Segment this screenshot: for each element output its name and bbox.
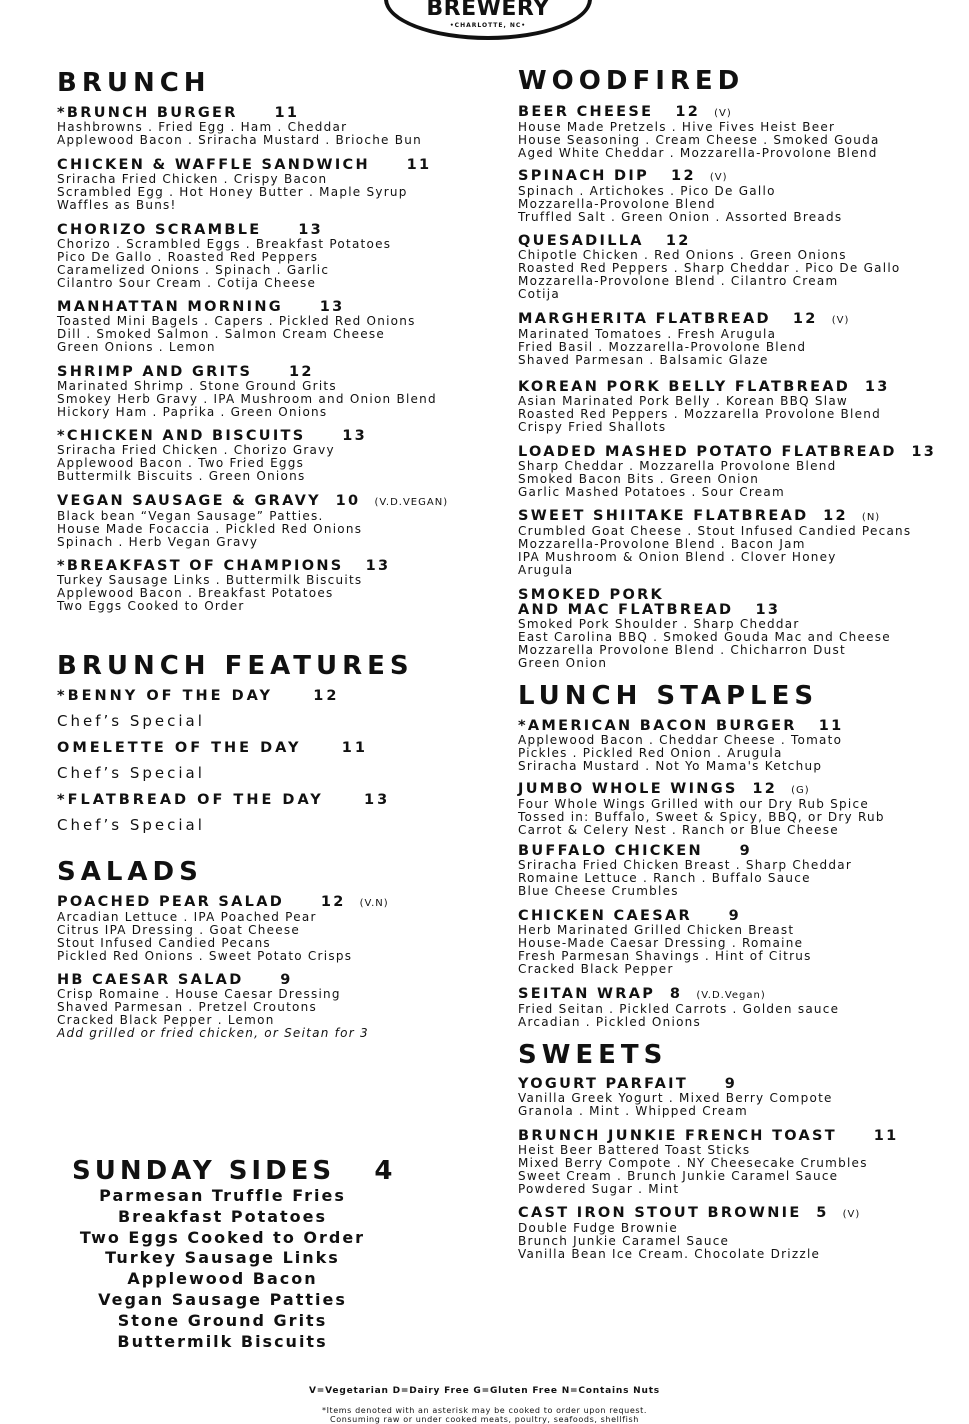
menu-item-description: Chorizo . Scrambled Eggs . Breakfast Potatoes bbox=[57, 237, 392, 251]
menu-item-description: Black bean “Vegan Sausage” Patties. bbox=[57, 509, 324, 523]
menu-item bbox=[57, 494, 517, 549]
menu-item-description: East Carolina BBQ . Smoked Gouda Mac and Cheese bbox=[518, 630, 891, 644]
logo-city: •CHARLOTTE, NC• bbox=[449, 22, 527, 29]
menu-item-name bbox=[518, 509, 969, 525]
menu-item-description: Chipotle Chicken . Red Onions . Green Onions bbox=[518, 248, 847, 262]
menu-item-description: Asian Marinated Pork Belly . Korean BBQ Slaw bbox=[518, 394, 848, 408]
side-item: Vegan Sausage Patties bbox=[98, 1289, 347, 1309]
menu-item-name bbox=[57, 973, 517, 988]
menu-item-name bbox=[57, 158, 517, 173]
feature-name: *FLATBREAD OF THE DAY 13 bbox=[57, 792, 391, 808]
section-title-lunch-staples: LUNCH STAPLES bbox=[518, 681, 819, 711]
menu-item-description: Truffled Salt . Green Onion . Assorted Breads bbox=[518, 210, 843, 224]
menu-item-description: Pickled Red Onions . Sweet Potato Crisps bbox=[57, 949, 353, 963]
menu-item-title: LOADED MASHED POTATO FLATBREAD 13 bbox=[518, 444, 937, 460]
brewery-logo bbox=[384, 0, 592, 40]
feature-name: OMELETTE OF THE DAY 11 bbox=[57, 740, 368, 756]
feature-description: Chef’s Special bbox=[57, 816, 205, 834]
dietary-tag: (G) bbox=[791, 785, 810, 796]
menu-item-description: Scrambled Egg . Hot Honey Butter . Maple Syrup bbox=[57, 185, 408, 199]
menu-item-description: Spinach . Herb Vegan Gravy bbox=[57, 535, 259, 549]
menu-item-description: Applewood Bacon . Cheddar Cheese . Tomato bbox=[518, 733, 843, 747]
menu-item bbox=[57, 158, 517, 212]
menu-item-name bbox=[518, 234, 969, 249]
menu-item bbox=[518, 312, 969, 367]
menu-item bbox=[518, 169, 969, 224]
menu-item-name bbox=[57, 429, 517, 444]
menu-item-description: Powdered Sugar . Mint bbox=[518, 1182, 680, 1196]
sunday-sides-list bbox=[65, 1186, 380, 1352]
menu-item-name bbox=[518, 782, 969, 798]
menu-item bbox=[518, 909, 969, 976]
menu-item-title: BEER CHEESE 12 bbox=[518, 104, 701, 120]
menu-item-description: Cracked Black Pepper . Lemon bbox=[57, 1013, 275, 1027]
side-item: Turkey Sausage Links bbox=[105, 1248, 340, 1268]
dietary-tag: (V) bbox=[831, 315, 850, 326]
side-item: Applewood Bacon bbox=[127, 1269, 318, 1289]
menu-item-title: *AMERICAN BACON BURGER 11 bbox=[518, 718, 844, 734]
menu-item-title: CHICKEN CAESAR 9 bbox=[518, 908, 742, 924]
sunday-sides-title: SUNDAY SIDES 4 bbox=[72, 1156, 397, 1186]
menu-item-description: Arcadian . Pickled Onions bbox=[518, 1015, 702, 1029]
menu-item-name bbox=[518, 1129, 969, 1144]
dietary-tag: (V) bbox=[714, 108, 732, 119]
menu-item-description: Green Onions . Lemon bbox=[57, 340, 216, 354]
section-title-brunch-features: BRUNCH FEATURES bbox=[57, 651, 414, 681]
menu-item-name bbox=[57, 895, 517, 911]
menu-item-description: Toasted Mini Bagels . Capers . Pickled Red Onions bbox=[57, 314, 416, 328]
menu-item-description: Dill . Smoked Salmon . Salmon Cream Cheese bbox=[57, 327, 385, 341]
menu-item bbox=[518, 1129, 969, 1196]
menu-item bbox=[518, 105, 969, 160]
menu-item-description: Mozzarella-Provolone Blend . Bacon Jam bbox=[518, 537, 806, 551]
menu-item-title: QUESADILLA 12 bbox=[518, 233, 691, 249]
dietary-tag: (N) bbox=[861, 512, 881, 523]
menu-item bbox=[518, 1206, 969, 1261]
menu-item-description: Marinated Shrimp . Stone Ground Grits bbox=[57, 379, 337, 393]
menu-item-description: Waffles as Buns! bbox=[57, 198, 177, 212]
menu-item-name bbox=[518, 987, 969, 1003]
menu-item-description: Hashbrowns . Fried Egg . Ham . Cheddar bbox=[57, 120, 348, 134]
menu-item-name bbox=[518, 169, 969, 185]
menu-item-name bbox=[57, 559, 517, 574]
menu-item-description: Garlic Mashed Potatoes . Sour Cream bbox=[518, 485, 785, 499]
feature-description: Chef’s Special bbox=[57, 764, 205, 782]
menu-item-description: Mozzarella Provolone Blend . Chicharron Dust bbox=[518, 643, 846, 657]
menu-item-name bbox=[57, 300, 517, 315]
side-item: Breakfast Potatoes bbox=[117, 1206, 328, 1226]
menu-item-description: Cotija bbox=[518, 287, 560, 301]
menu-item-name bbox=[57, 223, 517, 238]
menu-item-title: JUMBO WHOLE WINGS 12 bbox=[518, 781, 778, 797]
menu-item-description: Pickles . Pickled Red Onion . Arugula bbox=[518, 746, 783, 760]
menu-item-title: SWEET SHIITAKE FLATBREAD 12 bbox=[518, 508, 848, 524]
menu-item bbox=[518, 380, 969, 434]
menu-item-description: Tossed in: Buffalo, Sweet & Spicy, BBQ, or Dry Rub bbox=[518, 810, 885, 824]
dietary-tag: (V) bbox=[842, 1209, 861, 1220]
disclaimer-line: Consuming raw or under cooked meats, poultry, seafoods, shellfish bbox=[330, 1415, 639, 1424]
menu-item-description: Buttermilk Biscuits . Green Onions bbox=[57, 469, 306, 483]
menu-item bbox=[518, 588, 969, 670]
menu-item-name bbox=[518, 1206, 969, 1222]
menu-item bbox=[57, 559, 517, 613]
menu-item-title: POACHED PEAR SALAD 12 bbox=[57, 894, 346, 910]
section-title-brunch: BRUNCH bbox=[57, 68, 211, 98]
menu-item-title: BRUNCH JUNKIE FRENCH TOAST 11 bbox=[518, 1128, 899, 1144]
menu-item bbox=[57, 973, 517, 1040]
menu-item bbox=[518, 782, 969, 837]
menu-item-name bbox=[518, 909, 969, 924]
section-title-woodfired: WOODFIRED bbox=[518, 66, 745, 96]
menu-item bbox=[518, 719, 969, 773]
menu-item-description: Fried Basil . Mozzarella-Provolone Blend bbox=[518, 340, 807, 354]
menu-item-title: VEGAN SAUSAGE & GRAVY 10 bbox=[57, 493, 361, 509]
menu-item-description: Caramelized Onions . Spinach . Garlic bbox=[57, 263, 330, 277]
menu-item-name bbox=[518, 380, 969, 395]
menu-item bbox=[57, 300, 517, 354]
menu-item-description: Vanilla Bean Ice Cream. Chocolate Drizzle bbox=[518, 1247, 821, 1261]
side-item: Two Eggs Cooked to Order bbox=[79, 1227, 366, 1247]
menu-item-description: Crispy Fried Shallots bbox=[518, 420, 667, 434]
menu-item-title: CHICKEN & WAFFLE SANDWICH 11 bbox=[57, 157, 432, 173]
dietary-tag: (V) bbox=[709, 172, 728, 183]
dietary-tag: (V.D.VEGAN) bbox=[374, 497, 449, 508]
menu-item-description: Sharp Cheddar . Mozzarella Provolone Blend bbox=[518, 459, 837, 473]
menu-item-description: Turkey Sausage Links . Buttermilk Biscuits bbox=[57, 573, 363, 587]
menu-item-description: Applewood Bacon . Breakfast Potatoes bbox=[57, 586, 334, 600]
menu-item-description: Sriracha Fried Chicken . Chorizo Gravy bbox=[57, 443, 335, 457]
menu-item bbox=[57, 223, 517, 290]
menu-item-name bbox=[518, 588, 969, 618]
menu-item-title: BUFFALO CHICKEN 9 bbox=[518, 843, 753, 859]
menu-item-description: Mixed Berry Compote . NY Cheesecake Crumbles bbox=[518, 1156, 868, 1170]
menu-item-description: Spinach . Artichokes . Pico De Gallo bbox=[518, 184, 776, 198]
menu-item-description: Mozzarella-Provolone Blend bbox=[518, 197, 716, 211]
menu-item-name bbox=[57, 494, 517, 510]
menu-item-title: SEITAN WRAP 8 bbox=[518, 986, 683, 1002]
menu-item bbox=[57, 895, 517, 963]
menu-item bbox=[518, 445, 969, 499]
menu-item-title: SPINACH DIP 12 bbox=[518, 168, 696, 184]
menu-item-description: Cracked Black Pepper bbox=[518, 962, 674, 976]
menu-item-title: KOREAN PORK BELLY FLATBREAD 13 bbox=[518, 379, 890, 395]
menu-item-name bbox=[518, 719, 969, 734]
menu-item bbox=[57, 365, 517, 419]
menu-item-description: Two Eggs Cooked to Order bbox=[57, 599, 245, 613]
section-title-salads: SALADS bbox=[57, 857, 203, 887]
menu-item-name bbox=[518, 844, 969, 859]
menu-item-title: *BRUNCH BURGER 11 bbox=[57, 105, 300, 121]
menu-item-title: SMOKED PORK AND MAC FLATBREAD 13 bbox=[518, 587, 781, 618]
menu-item-description: Carrot & Celery Nest . Ranch or Blue Cheese bbox=[518, 823, 839, 837]
menu-item bbox=[518, 1077, 969, 1118]
menu-item-description: House Made Focaccia . Pickled Red Onions bbox=[57, 522, 363, 536]
menu-item-description: Sriracha Fried Chicken . Crispy Bacon bbox=[57, 172, 328, 186]
dietary-tag: (V.D.Vegan) bbox=[696, 990, 766, 1001]
menu-item-title: MANHATTAN MORNING 13 bbox=[57, 299, 345, 315]
side-item: Parmesan Truffle Fries bbox=[99, 1186, 346, 1205]
menu-item-description: Heist Beer Battered Toast Sticks bbox=[518, 1143, 751, 1157]
menu-item-title: MARGHERITA FLATBREAD 12 bbox=[518, 311, 818, 327]
menu-item bbox=[57, 106, 517, 147]
menu-item-description: Marinated Tomatoes . Fresh Arugula bbox=[518, 327, 777, 341]
feature-name: *BENNY OF THE DAY 12 bbox=[57, 688, 340, 704]
menu-item bbox=[518, 509, 969, 577]
menu-item-description: Applewood Bacon . Two Fried Eggs bbox=[57, 456, 305, 470]
menu-item-description: Hickory Ham . Paprika . Green Onions bbox=[57, 405, 328, 419]
menu-item-description: Smoked Bacon Bits . Green Onion bbox=[518, 472, 760, 486]
menu-item-description: Sriracha Fried Chicken Breast . Sharp Cheddar bbox=[518, 858, 853, 872]
menu-item-name bbox=[57, 365, 517, 380]
menu-item-description: IPA Mushroom & Onion Blend . Clover Honey bbox=[518, 550, 837, 564]
menu-item-description: Roasted Red Peppers . Sharp Cheddar . Pico De Gallo bbox=[518, 261, 901, 275]
menu-item-description: Arugula bbox=[518, 563, 574, 577]
menu-item-description: Sweet Cream . Brunch Junkie Caramel Sauce bbox=[518, 1169, 839, 1183]
menu-item bbox=[57, 429, 517, 483]
menu-item-description: Blue Cheese Crumbles bbox=[518, 884, 679, 898]
disclaimer bbox=[0, 1406, 969, 1424]
menu-item-name bbox=[518, 312, 969, 328]
menu-item-title: *CHICKEN AND BISCUITS 13 bbox=[57, 428, 368, 444]
menu-item-description: Romaine Lettuce . Ranch . Buffalo Sauce bbox=[518, 871, 811, 885]
menu-item-description: Aged White Cheddar . Mozzarella-Provolone Blend bbox=[518, 146, 878, 160]
menu-item bbox=[518, 844, 969, 898]
menu-item-description: Crisp Romaine . House Caesar Dressing bbox=[57, 987, 341, 1001]
dietary-tag: (V.N) bbox=[359, 898, 389, 909]
menu-item-name bbox=[518, 445, 969, 460]
menu-item-title: YOGURT PARFAIT 9 bbox=[518, 1076, 738, 1092]
menu-item-name bbox=[57, 106, 517, 121]
menu-item-description: House Seasoning . Cream Cheese . Smoked Gouda bbox=[518, 133, 880, 147]
menu-item-description: Shaved Parmesan . Balsamic Glaze bbox=[518, 353, 769, 367]
menu-item-description: Herb Marinated Grilled Chicken Breast bbox=[518, 923, 795, 937]
menu-item-title: CAST IRON STOUT BROWNIE 5 bbox=[518, 1205, 829, 1221]
section-title-sweets: SWEETS bbox=[518, 1040, 668, 1070]
dietary-legend: V=Vegetarian D=Dairy Free G=Gluten Free N=Contains Nuts bbox=[309, 1386, 660, 1396]
menu-item-note: Add grilled or fried chicken, or Seitan for 3 bbox=[57, 1026, 369, 1040]
menu-item-title: *BREAKFAST OF CHAMPIONS 13 bbox=[57, 558, 391, 574]
logo-name: BREWERY bbox=[426, 0, 550, 21]
menu-item-description: Pico De Gallo . Roasted Red Peppers bbox=[57, 250, 319, 264]
menu-item-description: Stout Infused Candied Pecans bbox=[57, 936, 271, 950]
feature-description: Chef’s Special bbox=[57, 712, 205, 730]
menu-item-description: Crumbled Goat Cheese . Stout Infused Candied Pecans bbox=[518, 524, 912, 538]
menu-item-description: Arcadian Lettuce . IPA Poached Pear bbox=[57, 910, 317, 924]
menu-item-title: SHRIMP AND GRITS 12 bbox=[57, 364, 314, 380]
menu-item-description: Green Onion bbox=[518, 656, 608, 670]
menu-item-title: CHORIZO SCRAMBLE 13 bbox=[57, 222, 323, 238]
menu-item-description: Shaved Parmesan . Pretzel Croutons bbox=[57, 1000, 318, 1014]
disclaimer-line: *Items denoted with an asterisk may be cooked to order upon request. bbox=[321, 1406, 648, 1415]
menu-item-name bbox=[518, 105, 969, 121]
menu-item-description: Brunch Junkie Caramel Sauce bbox=[518, 1234, 730, 1248]
menu-item-description: Sriracha Mustard . Not Yo Mama's Ketchup bbox=[518, 759, 823, 773]
menu-item-description: Smoked Pork Shoulder . Sharp Cheddar bbox=[518, 617, 800, 631]
menu-item-description: House Made Pretzels . Hive Fives Heist Beer bbox=[518, 120, 836, 134]
menu-item-description: Citrus IPA Dressing . Goat Cheese bbox=[57, 923, 300, 937]
menu-item-description: Double Fudge Brownie bbox=[518, 1221, 678, 1235]
menu-item bbox=[518, 987, 969, 1029]
menu-item-description: Roasted Red Peppers . Mozzarella Provolone Blend bbox=[518, 407, 881, 421]
menu-item-description: Granola . Mint . Whipped Cream bbox=[518, 1104, 748, 1118]
side-item: Buttermilk Biscuits bbox=[117, 1331, 328, 1351]
menu-item-description: Four Whole Wings Grilled with our Dry Rub Spice bbox=[518, 797, 869, 811]
menu-item bbox=[518, 234, 969, 301]
menu-item-description: Applewood Bacon . Sriracha Mustard . Brioche Bun bbox=[57, 133, 422, 147]
menu-item-name bbox=[518, 1077, 969, 1092]
menu-item-description: Fried Seitan . Pickled Carrots . Golden sauce bbox=[518, 1002, 840, 1016]
menu-item-description: Smokey Herb Gravy . IPA Mushroom and Onion Blend bbox=[57, 392, 437, 406]
menu-item-description: Fresh Parmesan Shavings . Hint of Citrus bbox=[518, 949, 812, 963]
menu-item-description: Vanilla Greek Yogurt . Mixed Berry Compote bbox=[518, 1091, 833, 1105]
side-item: Stone Ground Grits bbox=[117, 1310, 328, 1330]
menu-item-title: HB CAESAR SALAD 9 bbox=[57, 972, 293, 988]
menu-item-description: House-Made Caesar Dressing . Romaine bbox=[518, 936, 804, 950]
menu-item-description: Cilantro Sour Cream . Cotija Cheese bbox=[57, 276, 317, 290]
menu-item-description: Mozzarella-Provolone Blend . Cilantro Cream bbox=[518, 274, 839, 288]
